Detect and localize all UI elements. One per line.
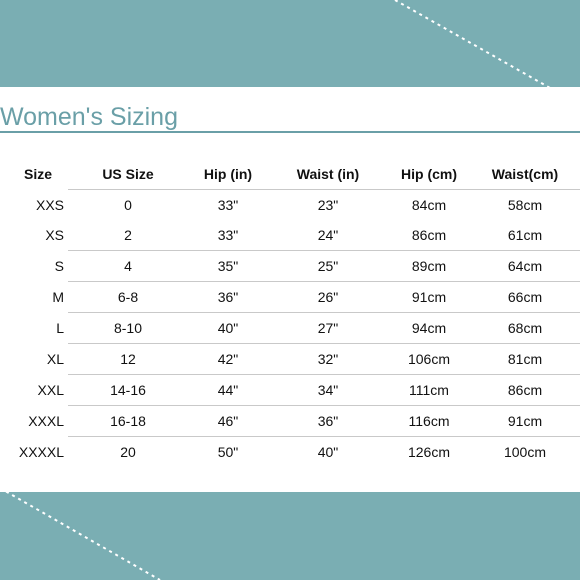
cell-hip-cm: 126cm [388,437,470,468]
cell-hip-cm: 111cm [388,375,470,406]
header-hip-in: Hip (in) [203,166,253,182]
cell-hip-in: 44" [188,375,268,406]
sizing-card [0,87,580,492]
table-row [0,220,580,251]
cell-hip-in: 33" [188,190,268,221]
cell-hip-cm: 86cm [411,227,447,243]
cell-us-size: 0 [68,190,188,221]
cell-hip-cm: 84cm [388,190,470,221]
cell-hip-cm: 116cm [388,406,470,437]
cell-hip-in: 50" [188,437,268,468]
cell-waist-cm: 58cm [470,190,580,221]
table-header-row [0,159,580,190]
cell-size: XXXL [28,413,64,429]
cell-size: M [52,289,64,305]
cell-us-size: 20 [68,437,188,468]
cell-hip-in: 42" [188,344,268,375]
cell-us-size: 14-16 [68,375,188,406]
cell-size: XXXXL [18,443,64,460]
header-waist-cm: Waist(cm) [491,166,559,182]
cell-hip-cm: 106cm [388,344,470,375]
cell-waist-in: 26" [268,282,388,313]
cell-hip-cm: 94cm [388,313,470,344]
dotted-line-bottom-left [0,488,160,580]
cell-us-size: 8-10 [68,313,188,344]
cell-waist-cm: 100cm [470,437,580,468]
cell-us-size: 16-18 [68,406,188,437]
cell-waist-in: 25" [268,251,388,282]
cell-waist-in: 27" [268,313,388,344]
cell-waist-cm: 81cm [470,344,580,375]
table-row [0,344,580,375]
cell-size: XXL [37,382,64,398]
cell-waist-cm: 64cm [470,251,580,282]
table-row [0,282,580,313]
page-title: Women's Sizing [0,103,178,131]
cell-waist-cm: 61cm [507,227,543,243]
cell-waist-cm: 66cm [470,282,580,313]
cell-waist-cm: 86cm [470,375,580,406]
cell-waist-in: 40" [268,437,388,468]
cell-hip-in: 35" [188,251,268,282]
cell-us-size: 12 [68,344,188,375]
table-row [0,251,580,282]
cell-us-size: 6-8 [68,282,188,313]
cell-us-size: 2 [124,227,132,243]
cell-waist-in: 24" [317,227,339,243]
cell-size: XXS [35,196,64,213]
table-row [0,406,580,437]
cell-waist-in: 34" [268,375,388,406]
cell-size: XS [45,227,64,244]
size-chart-table [0,159,580,467]
cell-size: XL [46,351,64,367]
table-row [0,313,580,344]
table-row [0,190,580,221]
header-size: Size [23,166,52,183]
header-us-size: US Size [102,166,154,182]
cell-hip-cm: 89cm [388,251,470,282]
cell-hip-in: 40" [188,313,268,344]
cell-hip-in: 36" [188,282,268,313]
cell-hip-in: 33" [217,227,239,243]
cell-waist-in: 32" [268,344,388,375]
cell-size: S [54,258,64,274]
title-divider [0,131,580,133]
table-row [0,375,580,406]
cell-waist-cm: 68cm [470,313,580,344]
cell-us-size: 4 [68,251,188,282]
header-waist-in: Waist (in) [296,166,360,182]
cell-hip-cm: 91cm [388,282,470,313]
cell-waist-in: 23" [268,190,388,221]
cell-hip-in: 46" [188,406,268,437]
table-row [0,437,580,468]
cell-size: L [56,320,64,336]
header-hip-cm: Hip (cm) [401,166,457,182]
cell-waist-in: 36" [268,406,388,437]
cell-waist-cm: 91cm [470,406,580,437]
